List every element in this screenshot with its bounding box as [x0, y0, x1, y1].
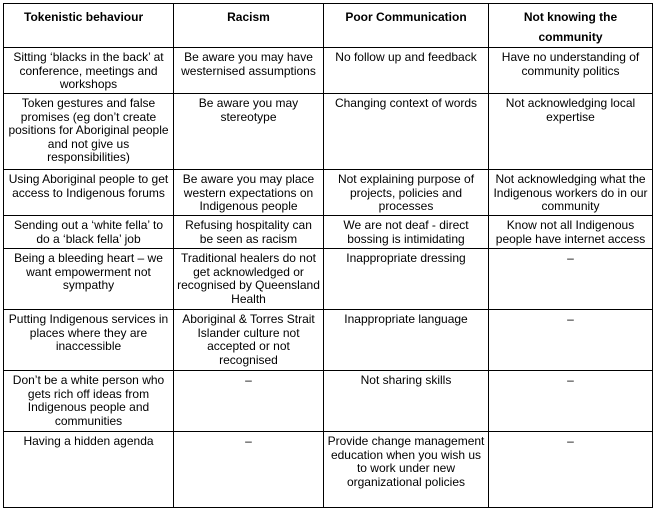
table-cell: Not acknowledging what the Indigenous workers do in our community [489, 170, 653, 216]
table-cell: Sitting ‘blacks in the back’ at conference, meetings and workshops [4, 48, 174, 94]
table-cell: – [174, 432, 324, 508]
table-cell: Not acknowledging local expertise [489, 94, 653, 170]
table-cell: – [489, 432, 653, 508]
header-poor-communication: Poor Communication [324, 4, 489, 48]
table-cell: Not explaining purpose of projects, policies and processes [324, 170, 489, 216]
table-row [4, 94, 653, 170]
table-row [4, 249, 653, 310]
table-cell: No follow up and feedback [324, 48, 489, 94]
table-row [4, 371, 653, 432]
table-cell: – [489, 310, 653, 371]
table-cell: Be aware you may have westernised assumptions [174, 48, 324, 94]
table-cell: Aboriginal & Torres Strait Islander culture not accepted or not recognised [174, 310, 324, 371]
table-cell: Being a bleeding heart – we want empowerment not sympathy [4, 249, 174, 310]
table-row [4, 432, 653, 508]
table-cell: Sending out a ‘white fella’ to do a ‘black fella’ job [4, 216, 174, 249]
table-cell: Traditional healers do not get acknowledged or recognised by Queensland Health [174, 249, 324, 310]
barriers-table [3, 3, 653, 508]
table-cell: Be aware you may stereotype [174, 94, 324, 170]
table-cell: Changing context of words [324, 94, 489, 170]
table-cell: We are not deaf - direct bossing is intimidating [324, 216, 489, 249]
table-cell: Refusing hospitality can be seen as racism [174, 216, 324, 249]
header-racism: Racism [174, 4, 324, 48]
table-row [4, 48, 653, 94]
table-cell: Using Aboriginal people to get access to Indigenous forums [4, 170, 174, 216]
table-cell: – [489, 249, 653, 310]
table-cell: Putting Indigenous services in places where they are inaccessible [4, 310, 174, 371]
header-not-knowing-community: Not knowing the community [489, 4, 653, 48]
table-cell: Having a hidden agenda [4, 432, 174, 508]
header-row [4, 4, 653, 48]
table-row [4, 216, 653, 249]
table-cell: Be aware you may place western expectations on Indigenous people [174, 170, 324, 216]
table-cell: Token gestures and false promises (eg don’t create positions for Aboriginal people and not give us responsibilities) [4, 94, 174, 170]
table-cell: Provide change management education when you wish us to work under new organizational policies [324, 432, 489, 508]
table-cell: – [174, 371, 324, 432]
table-row [4, 310, 653, 371]
table-cell: Have no understanding of community politics [489, 48, 653, 94]
table-cell: Don’t be a white person who gets rich off ideas from Indigenous people and communities [4, 371, 174, 432]
table-cell: Inappropriate dressing [324, 249, 489, 310]
table-cell: – [489, 371, 653, 432]
header-tokenistic-behaviour: Tokenistic behaviour [4, 4, 174, 48]
table-cell: Inappropriate language [324, 310, 489, 371]
table-row [4, 170, 653, 216]
table-cell: Know not all Indigenous people have internet access [489, 216, 653, 249]
table-cell: Not sharing skills [324, 371, 489, 432]
